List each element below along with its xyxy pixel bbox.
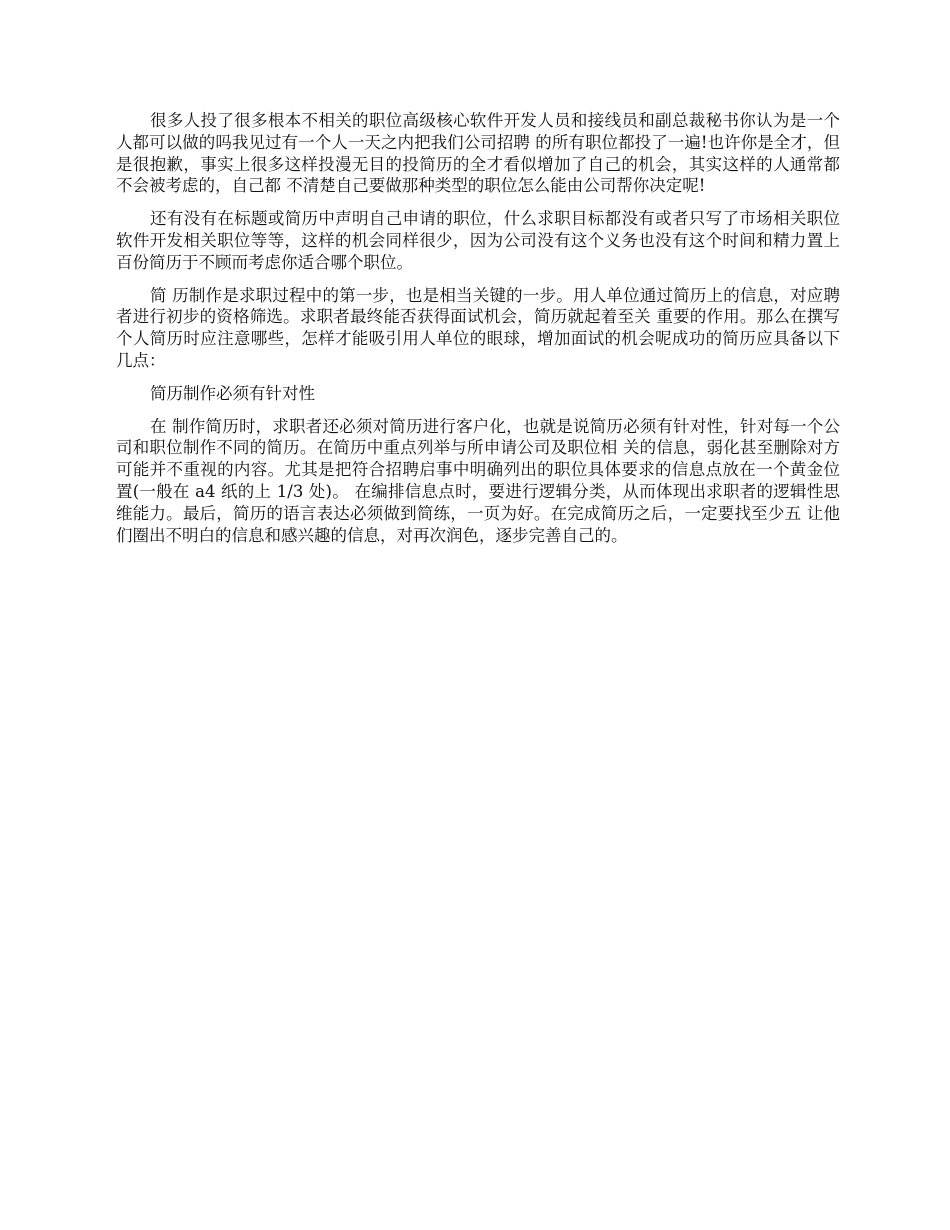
paragraph-3: 简 历制作是求职过程中的第一步，也是相当关键的一步。用人单位通过简历上的信息，对应聘者进行初步的资格筛选。求职者最终能否获得面试机会，简历就起着至关 重要的作用。那么在撰写个人简历时应注意哪些，怎样才能吸引用人单位的眼球，增加面试的机会呢成功的简历应具备以下几点： [116,285,840,370]
paragraph-2: 还有没有在标题或简历中声明自己申请的职位，什么求职目标都没有或者只写了市场相关职位软件开发相关职位等等，这样的机会同样很少，因为公司没有这个义务也没有这个时间和精力置上百份简历于不顾而考虑你适合哪个职位。 [116,209,840,272]
paragraph-4: 在 制作简历时，求职者还必须对简历进行客户化，也就是说简历必须有针对性，针对每一个公司和职位制作不同的简历。在简历中重点列举与所申请公司及职位相 关的信息，弱化甚至删除对方可能并不重视的内容。尤其是把符合招聘启事中明确列出的职位具体要求的信息点放在一个黄金位置(一般在 a4 纸的上 1/3 处)。 在编排信息点时，要进行逻辑分类，从而体现出求职者的逻辑性思维能力。最后，简历的语言表达必须做到简练，一页为好。在完成简历之后，一定要找至少五 让他们圈出不明白的信息和感兴趣的信息，对再次润色，逐步完善自己的。 [116,416,840,545]
paragraph-1: 很多人投了很多根本不相关的职位高级核心软件开发人员和接线员和副总裁秘书你认为是一个人都可以做的吗我见过有一个人一天之内把我们公司招聘 的所有职位都投了一遍!也许你是全才，但是很抱歉，事实上很多这样投漫无目的投简历的全才看似增加了自己的机会，其实这样的人通常都不会被考虑的，自己都 不清楚自己要做那种类型的职位怎么能由公司帮你决定呢! [116,111,840,196]
document-body [116,110,840,557]
section-heading: 简历制作必须有针对性 [150,383,315,403]
